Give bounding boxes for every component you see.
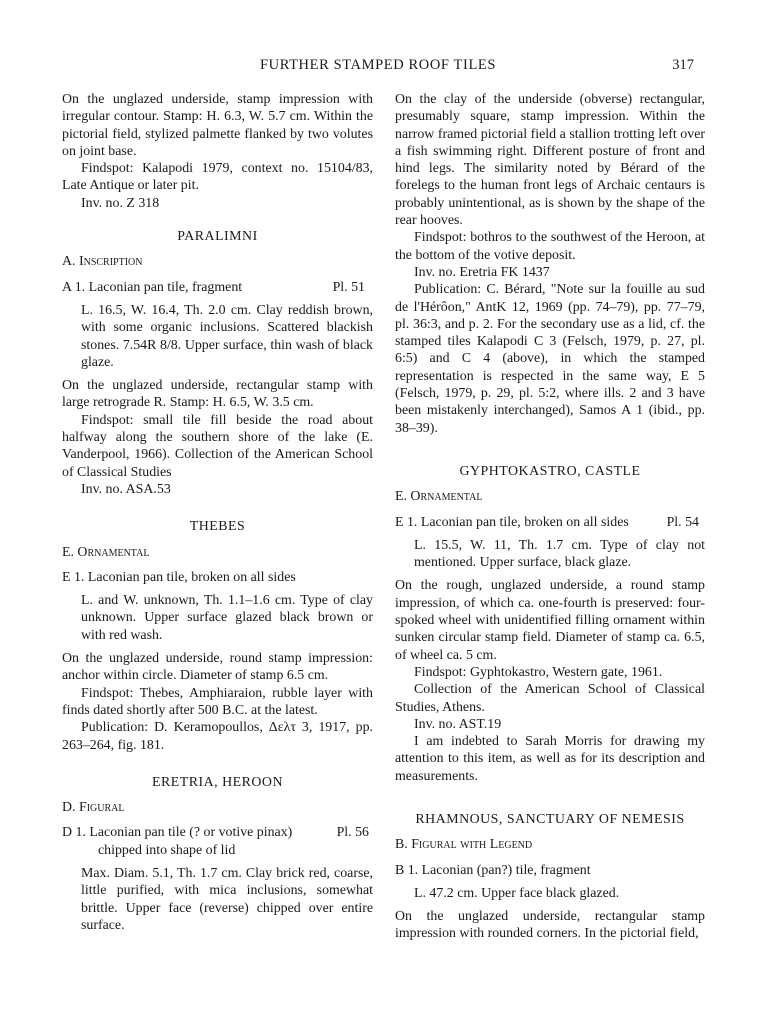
- entry-label: D 1. Laconian pan tile (? or votive pinax): [62, 825, 293, 841]
- section-heading-eretria: ERETRIA, HEROON: [152, 774, 283, 790]
- rhamnous-underside: On the unglazed underside, rectangular stamp impression with rounded corners. In the pictorial field,: [395, 909, 705, 942]
- kalapodi-inv: Inv. no. Z 318: [81, 195, 160, 211]
- gyphtokastro-findspot: Findspot: Gyphtokastro, Western gate, 1961.: [414, 664, 663, 680]
- thebes-findspot: Findspot: Thebes, Amphiaraion, rubble layer with finds dated shortly after 500 B.C. at the latest.: [62, 685, 373, 718]
- eretria-findspot: Findspot: bothros to the southwest of the Heroon, at the bottom of the votive deposit.: [395, 230, 705, 263]
- eretria-description: Max. Diam. 5.1, Th. 1.7 cm. Clay brick red, coarse, little purified, with mica inclusions, somewhat brittle. Upper face (reverse) chipped over entire surface.: [81, 865, 373, 933]
- paralimni-inv: Inv. no. ASA.53: [81, 481, 171, 497]
- gyphtokastro-subsection: E. Ornamental: [395, 489, 483, 505]
- section-heading-rhamnous: RHAMNOUS, SANCTUARY OF NEMESIS: [415, 811, 685, 827]
- gyphtokastro-collection: Collection of the American School of Classical Studies, Athens.: [395, 682, 705, 715]
- paralimni-entry-title: [62, 279, 373, 296]
- left-column: [62, 91, 373, 934]
- plate-ref: Pl. 56: [336, 825, 369, 841]
- entry-label: A 1. Laconian pan tile, fragment: [62, 279, 243, 295]
- eretria-inv: Inv. no. Eretria FK 1437: [414, 264, 550, 280]
- kalapodi-underside-text: On the unglazed underside, stamp impression with irregular contour. Stamp: H. 6.3, W. 5.7 cm. Within the pictorial field, stylized palmette flanked by two volutes on joint base.: [62, 92, 373, 159]
- eretria-publication: Publication: C. Bérard, "Note sur la fouille au sud de l'Hérôon," AntK 12, 1969 (pp. 74–79), pp. 77–79, pl. 36:3, and p. 2. For the secondary use as a lid, cf. the stamped tiles Kalapodi C 3 (Felsch, 1979, p. 27, pl. 6:5) and C 4 (above), in which the stamped representation is respected in the same way, E 5 (Felsch, 1979, p. 29, pl. 5:2, where ills. 2 and 3 have been mistakenly interchanged), Samos A 1 (ibid., pp. 38–39).: [395, 282, 705, 436]
- paralimni-findspot: Findspot: small tile fill beside the road about halfway along the southern shore of the lake (E. Vanderpool, 1966). Collection of the American School of Classical Studies: [62, 412, 373, 480]
- thebes-subsection: E. Ornamental: [62, 544, 150, 560]
- page-number: 317: [672, 57, 694, 73]
- gyphtokastro-inv: Inv. no. AST.19: [414, 716, 502, 732]
- right-column: [395, 91, 705, 943]
- plate-ref: Pl. 51: [332, 279, 365, 295]
- eretria-entry-cont: chipped into shape of lid: [98, 842, 236, 858]
- paralimni-underside: On the unglazed underside, rectangular stamp with large retrograde R. Stamp: H. 6.5, W. 3.5 cm.: [62, 378, 373, 411]
- gyphtokastro-acknowledgement: I am indebted to Sarah Morris for drawing my attention to this item, as well as for its description and measurements.: [395, 734, 705, 784]
- paralimni-description: L. 16.5, W. 16.4, Th. 2.0 cm. Clay reddish brown, with some organic inclusions. Scattered blackish stones. 7.54R 8/8. Upper surface, thin wash of black glaze.: [81, 302, 373, 370]
- gyphtokastro-underside: On the rough, unglazed underside, a round stamp impression, of which ca. one-fourth is preserved: four-spoked wheel with unidentified filling ornament within sunken circular stamp field. Diameter of stamp ca. 6.5, of wheel ca. 5 cm.: [395, 578, 705, 663]
- thebes-entry-title: E 1. Laconian pan tile, broken on all sides: [62, 569, 296, 585]
- plate-ref: Pl. 54: [666, 514, 699, 530]
- eretria-entry-title: [62, 824, 373, 841]
- gyphtokastro-description: L. 15.5, W. 11, Th. 1.7 cm. Type of clay not mentioned. Upper surface, black glaze.: [414, 537, 705, 571]
- rhamnous-description: L. 47.2 cm. Upper face black glazed.: [414, 885, 620, 901]
- thebes-underside: On the unglazed underside, round stamp impression: anchor within circle. Diameter of stamp 6.5 cm.: [62, 651, 373, 684]
- rhamnous-entry-title: B 1. Laconian (pan?) tile, fragment: [395, 862, 591, 878]
- eretria-underside: On the clay of the underside (obverse) rectangular, presumably square, stamp impression. Within the narrow framed pictorial field a stallion trotting left over a fish swimming right. Different posture of front and hind legs. The similarity noted by Bérard of the forelegs to the human front legs of Archaic centaurs is probably unintentional, as is shown by the shape of the rear hooves.: [395, 92, 705, 229]
- section-heading-thebes: THEBES: [189, 519, 246, 535]
- rhamnous-subsection: B. Figural with Legend: [395, 837, 533, 853]
- running-title: FURTHER STAMPED ROOF TILES: [259, 57, 497, 73]
- eretria-subsection: D. Figural: [62, 800, 125, 816]
- thebes-publication: Publication: D. Keramopoullos, Δελτ 3, 1917, pp. 263–264, fig. 181.: [62, 720, 373, 753]
- thebes-description: L. and W. unknown, Th. 1.1–1.6 cm. Type of clay unknown. Upper surface glazed black brown or with red wash.: [81, 593, 373, 643]
- section-heading-paralimni: PARALIMNI: [177, 229, 258, 245]
- kalapodi-findspot: Findspot: Kalapodi 1979, context no. 15104/83, Late Antique or later pit.: [62, 161, 373, 194]
- section-heading-gyphtokastro: GYPHTOKASTRO, CASTLE: [459, 463, 641, 479]
- entry-label: E 1. Laconian pan tile, broken on all sides: [395, 514, 629, 530]
- running-header: [62, 57, 694, 77]
- gyphtokastro-entry-title: [395, 514, 705, 531]
- paralimni-subsection: A. Inscription: [62, 254, 143, 270]
